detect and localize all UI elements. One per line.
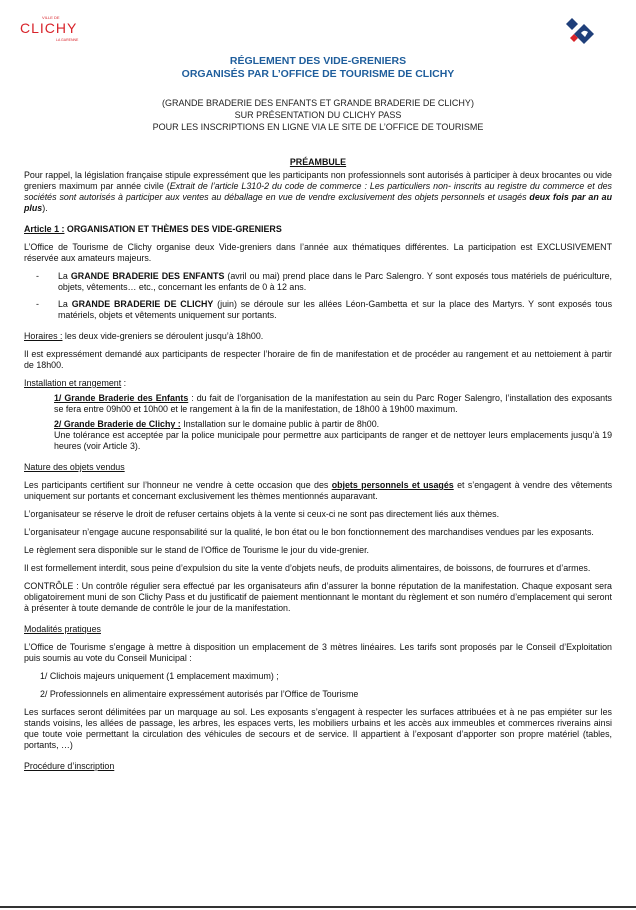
document-title-line2: ORGANISÉS PAR L’OFFICE DE TOURISME DE CLICHY <box>181 68 455 80</box>
expressement-text: Il est expressément demandé aux participants de respecter l’horaire de fin de manifestation et de procéder au rangement et au nettoiement à partir de 18h00. <box>24 349 612 370</box>
braderie-list <box>24 271 612 321</box>
list-item: - La GRANDE BRADERIE DES ENFANTS (avril ou mai) prend place dans le Parc Salengro. Y sont exposés tous matériels de puériculture, objets, vêtements… etc., concernant les enfants de 0 à 12 ans. <box>36 271 612 292</box>
nature-heading: Nature des objets vendus <box>24 462 125 472</box>
page-bottom-border <box>0 906 636 908</box>
procedure-heading: Procédure d’inscription <box>24 761 115 771</box>
installation-heading: Installation et rangement : <box>24 378 127 388</box>
modalites-p1: L’Office de Tourisme s’engage à mettre à disposition un emplacement de 3 mètres linéaires. Les tarifs sont proposés par le Conseil d’Exploitation puis soumis au vote du Conseil Municipal : <box>24 642 612 663</box>
subtitle-line1: (GRANDE BRADERIE DES ENFANTS ET GRANDE BRADERIE DE CLICHY) <box>162 98 474 108</box>
modalites-item1: 1/ Clichois majeurs uniquement (1 emplacement maximum) ; <box>40 671 279 681</box>
installation-item2: 2/ Grande Braderie de Clichy : Installation sur le domaine public à partir de 8h00. Une tolérance est acceptée par la police municipale pour permettre aux participants de ranger et de nettoyer leurs emplacements jusqu’à 19 heures (voir Article 3). <box>54 419 612 451</box>
preambule-text: Pour rappel, la législation française stipule expressément que les participants non professionnels sont autorisés à participer à deux brocantes ou vide greniers maximum par année civile (Extrait de l’article L310-2 du code de commerce : Les particuliers non- inscrits au registre du commerce et des sociétés sont autorisés à participer aux ventes au déballage en vue de vendre exclusivement des objets personnels et usagés deux fois par an au plus). <box>24 170 612 213</box>
subtitle-line3: POUR LES INSCRIPTIONS EN LIGNE VIA LE SITE DE L’OFFICE DE TOURISME <box>152 122 484 132</box>
modalites-item2: 2/ Professionnels en alimentaire expressément autorisés par l’Office de Tourisme <box>40 689 359 699</box>
list-item: - La GRANDE BRADERIE DE CLICHY (juin) se déroule sur les allées Léon-Gambetta et sur la place des Martyrs. Y sont exposés tous matériels, objets et vêtements uniquement sur portants. <box>36 299 613 320</box>
logo-main-text: CLICHY <box>20 20 78 36</box>
article1-heading: Article 1 : ORGANISATION ET THÈMES DES VIDE-GRENIERS <box>24 224 282 234</box>
clichy-logo <box>18 10 98 50</box>
logo-small-bottom: LA GARENNE <box>56 38 79 42</box>
modalites-heading: Modalités pratiques <box>24 624 101 634</box>
nature-p6: CONTRÔLE : Un contrôle régulier sera effectué par les organisateurs afin d’assurer la bonne réputation de la manifestation. Chaque exposant sera obligatoirement muni de son Clichy Pass et du justificatif de paiement mentionnant le montant du règlement et son numéro d’emplacement qui seront à présenter à toute demande de contrôle le jour de la manifestation. <box>24 581 612 613</box>
tourism-office-logo-icon <box>560 14 600 52</box>
installation-item1: 1/ Grande Braderie des Enfants : du fait de l’organisation de la manifestation au sein du Parc Roger Salengro, l’installation des exposants se fera entre 09h00 et 10h00 et le rangement à la fin de la manifestation, de 18h00 à 19h00 maximum. <box>54 393 612 414</box>
logo-small-top: VILLE DE <box>42 15 60 20</box>
document-body <box>24 157 612 779</box>
modalites-p2: Les surfaces seront délimitées par un marquage au sol. Les exposants s’engagent à respecter les surfaces attribuées et à ne pas empiéter sur les stands voisins, les allées de passage, les arbres, les espaces verts, les mobiliers urbains et les accès aux immeubles et commerces riverains ainsi que toute voie permettant la circulation des véhicules de secours et de service. Il appartient à l’exposant d’apporter son propre matériel (tables, portants, …) <box>24 707 612 750</box>
article1-intro: L’Office de Tourisme de Clichy organise deux Vide-greniers dans l’année aux thématiques différentes. La participation est EXCLUSIVEMENT réservée aux amateurs majeurs. <box>24 242 612 263</box>
preambule-heading: PRÉAMBULE <box>289 157 347 167</box>
subtitle-line2: SUR PRÉSENTATION DU CLICHY PASS <box>234 110 402 120</box>
horaires: Horaires : les deux vide-greniers se déroulent jusqu’à 18h00. <box>24 331 264 341</box>
nature-p1: Les participants certifient sur l’honneur ne vendre à cette occasion que des objets personnels et usagés et s’engagent à vendre des vêtements uniquement sur portants et concernant exclusivement les thèmes mentionnés auparavant. <box>24 480 613 501</box>
nature-p5: Il est formellement interdit, sous peine d’expulsion du site la vente d’objets neufs, de produits alimentaires, de boissons, de fourrures et d’armes. <box>24 563 591 573</box>
nature-p4: Le règlement sera disponible sur le stand de l’Office de Tourisme le jour du vide-grenier. <box>24 545 369 555</box>
nature-p3: L’organisateur n’engage aucune responsabilité sur la qualité, le bon état ou le bon fonctionnement des marchandises vendues par les exposants. <box>24 527 594 537</box>
nature-p2: L’organisateur se réserve le droit de refuser certains objets à la vente si ceux-ci ne sont pas directement liés aux thèmes. <box>24 509 500 519</box>
document-title-line1: RÉGLEMENT DES VIDE-GRENIERS <box>229 55 407 67</box>
